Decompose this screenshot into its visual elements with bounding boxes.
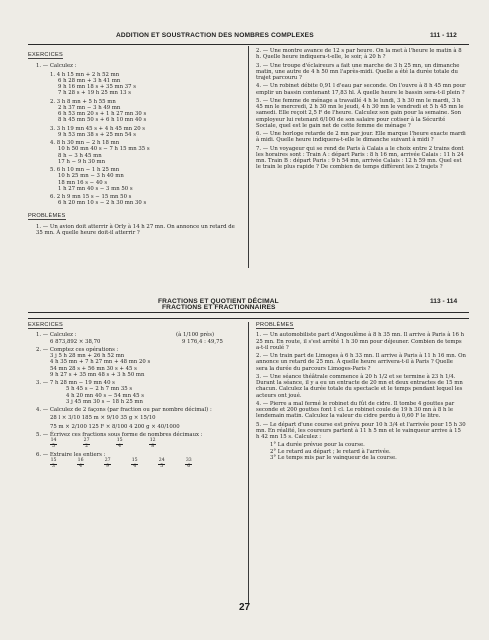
ex5-fraction: $\frac{12}{8}$ (149, 438, 156, 449)
problem-item: 2° Le retard au départ ; le retard à l'arrivée. (270, 448, 391, 455)
column-divider-bottom (248, 322, 249, 604)
section-title-fractions-2: FRACTIONS ET FRACTIONNAIRES (162, 304, 276, 311)
page-range-top: 111 - 112 (430, 32, 457, 39)
problem-item: 3° Le temps mis par le vainqueur de la course. (270, 454, 397, 461)
ex1-value-1: 6 873,892 × 38,70 (50, 338, 101, 345)
calc-line: 8 h − 3 h 45 mn (58, 152, 102, 159)
calc-line: 17 h − 9 h 30 mn (58, 158, 106, 165)
exercices-heading-bottom: EXERCICES (28, 322, 64, 328)
calc-line: 3. 3 h 19 mn 45 s + 4 h 45 mn 20 s (50, 125, 146, 132)
problem-item: 3. — Une troupe d'éclaireurs a fait une marche de 3 h 25 mn, un dimanche matin, une autre de 4 h 50 mn l'après-midi. Quelle a été la durée totale du trajet parcouru ? (256, 62, 460, 81)
ex4-rows (50, 415, 242, 430)
problem-item: 7. — Un voyageur qui se rend de Paris à Calais a le choix entre 2 trains dont les horaires sont : Train A : départ Paris : 8 h 16 mn, arrivée Calais : 11 h 24 mn. Train B : départ Paris : 9 h 54 mn, arrivée Calais : 12 h 59 mn. Quel est le train le plus rapide ? De combien de temps diffèrent les 2 trajets ? (256, 145, 464, 171)
calc-line: 5. 6 h 10 mn − 1 h 25 mn (50, 167, 120, 174)
calc-heading: 1. — Calculez : (36, 63, 77, 70)
ex3-line: 4 h 20 mn 40 s − 54 mn 45 s (66, 392, 145, 399)
calc-line: 9 h 53 mn 38 s + 25 mn 54 s (58, 131, 137, 138)
ex4-label: 4. — Calculez de 2 façons (par fraction ou par nombre décimal) : (36, 407, 212, 414)
calc-line: 6 h 20 mn 10 s − 2 h 30 mn 30 s (58, 200, 147, 207)
ex3-label: 3. — 7 h 28 mn − 19 mn 40 s (36, 380, 115, 387)
calc-line: 6 h 28 mn + 3 h 41 mn (58, 77, 121, 84)
ex5-fraction: $\frac{15}{4}$ (116, 438, 123, 449)
ex1-label: 1. — Calculez : (36, 332, 77, 339)
calc-line: 6. 2 h 9 mn 15 s − 15 mn 50 s (50, 194, 132, 201)
problem-item: 4. — Pierre a mal fermé le robinet du fût de cidre. Il tombe 4 gouttes par seconde et 200 gouttes font 1 cl. Le robinet coule de 19 h 30 mn à 8 h le lendemain matin. Calculez la valeur du cidre perdu à 0,60 F le litre. (256, 400, 455, 420)
problem-item: 4. — Un robinet débite 0,91 l d'eau par seconde. On l'ouvre à 8 h 45 mn pour emplir un bassin contenant 17,83 hl. À quelle heure le bassin sera-t-il plein ? (256, 83, 466, 96)
ex2-list (50, 353, 242, 378)
ex5-fracs (50, 439, 242, 450)
ex6-fraction: $\frac{15}{3}$ (50, 457, 57, 469)
calc-line: 18 mn 16 s − 40 s (58, 179, 108, 186)
ex6-fraction: $\frac{27}{9}$ (104, 457, 111, 469)
calc-line: 8 h 45 mn 50 s + 6 h 10 mn 40 s (58, 117, 147, 124)
ex6-fraction: $\frac{15}{4}$ (131, 457, 138, 469)
section-title-complexes: ADDITION ET SOUSTRACTION DES NOMBRES COMPLEXES (116, 32, 314, 39)
calc-line: 10 h 50 mn 40 s − 7 h 15 mn 35 s (58, 146, 150, 153)
ex6-fraction: $\frac{24}{5}$ (158, 457, 165, 469)
problem-item: 3. — Une séance théâtrale commence à 20 h 1/2 et se termine à 23 h 1/4. Durant la séance, il y a eu un entracte de 20 mn et deux entractes de 15 mn chacun. Calculez la durée totale du spectacle et le temps pendant lequel les acteurs ont joué. (256, 373, 463, 399)
calc-line: 2. 3 h 8 mn + 5 h 55 mn (50, 98, 116, 105)
top-rule (28, 44, 469, 45)
ex2-line: 54 mn 28 s + 56 mn 30 s + 45 s (50, 365, 137, 372)
calc-line: 7 h 28 s + 19 h 25 mn 13 s (58, 90, 131, 97)
top-problems-list (256, 48, 466, 171)
calc-line: 10 h 25 mn − 3 h 40 mn (58, 173, 124, 180)
ex2-label: 2. — Comptez ces opérations : (36, 346, 119, 353)
ex6-label: 6. — Extraire les entiers : (36, 451, 106, 458)
ex3-line: 3 j 45 mn 30 s − 18 h 25 mn (66, 398, 143, 405)
problem-1-top: 1. — Un avion doit atterrir à Orly à 14 h 27 mn. On annonce un retard de 35 mn. À quelle heure doit-il atterrir ? (36, 223, 235, 237)
bottom-problems-list (256, 332, 466, 461)
ex6-fraction: $\frac{16}{4}$ (77, 457, 84, 469)
bottom-left-column (28, 322, 242, 469)
calc-line: 6 h 53 mn 20 s + 1 h 27 mn 30 s (58, 111, 147, 118)
calc-line: 1. 4 h 15 mn + 2 h 52 mn (50, 71, 120, 78)
column-divider-top (248, 46, 249, 268)
ex5-fraction: $\frac{27}{2}$ (83, 438, 90, 449)
problemes-heading-top: PROBLÈMES (28, 212, 66, 219)
calc-line: 2 h 37 mn − 3 h 49 mn (58, 104, 121, 111)
calc-line: 4. 8 h 30 mn − 2 h 18 mn (50, 140, 120, 147)
ex1-note: (à 1/100 près) (176, 332, 215, 339)
ex2-line: 9 h 27 s + 35 mn 48 s + 3 h 50 mn (50, 371, 145, 378)
problem-item: 5. — Le départ d'une course est prévu pour 10 h 3/4 et l'arrivée pour 15 h 30 mn. En réalité, les coureurs partent à 11 h 5 mn et le vainqueur arrive à 15 h 42 mn 15 s. Calculez : (256, 421, 466, 441)
ex5-label: 5. — Écrivez ces fractions sous forme de nombres décimaux : (36, 431, 203, 438)
exercices-heading: EXERCICES (28, 52, 64, 58)
mid-rule (28, 312, 469, 313)
ex6-fraction: $\frac{33}{6}$ (185, 457, 192, 469)
ex1-value-2: 9 176,4 : 49,75 (182, 338, 223, 345)
ex4-row: 75 m × 2/100 125 F × 8/100 4 200 g × 40/1000 (50, 423, 180, 430)
problem-item: 6. — Une horloge retarde de 2 mn par jour. Elle marque l'heure exacte mardi à midi. Quelle heure indiquera-t-elle le dimanche suivant à midi ? (256, 131, 466, 144)
problemes-heading-bottom: PROBLÈMES (256, 322, 294, 328)
ex3-list (66, 386, 242, 405)
problem-item: 2. — Une montre avance de 12 s par heure. On la met à l'heure le matin à 8 h. Quelle heure indiquera-t-elle, le soir, à 20 h ? (256, 48, 462, 61)
ex2-line: 4 h 35 mn + 7 h 27 mn + 48 mn 20 s (50, 359, 151, 366)
top-right-column (256, 48, 466, 173)
ex2-line: 3 j 5 h 28 mn + 26 h 52 mn (50, 353, 125, 360)
ex3-line: 5 h 45 s − 2 h 7 mn 35 s (66, 386, 133, 393)
top-left-column (28, 52, 242, 236)
page-number: 27 (239, 602, 251, 613)
problem-item: 5. — Une femme de ménage a travaillé 4 h le lundi, 3 h 30 mn le mardi, 3 h 45 mn le mercredi, 2 h 30 mn le jeudi, 4 h 30 mn le vendredi et 5 h 45 mn le samedi. Elle reçoit 2,5 F de l'heure. Calculez son gain pour la semaine. Son employeur lui retenant 6/100 de son salaire pour cotiser à la Sécurité Sociale, quel est le gain net de cette femme de ménage ? (256, 97, 464, 129)
problem-item: 1. — Un automobiliste part d'Angoulême à 8 h 35 mn. Il arrive à Paris à 16 h 25 mn. En route, il s'est arrêté 1 h 30 mn pour déjeuner. Combien de temps a-t-il roulé ? (256, 332, 465, 351)
ex5-fraction: $\frac{14}{5}$ (50, 438, 57, 449)
problem-item: 2. — Un train part de Limoges à 6 h 33 mn. Il arrive à Paris à 11 h 16 mn. On annonce un retard de 25 mn. À quelle heure arrivera-t-il à Paris ? Quelle sera la durée du parcours Limoges-Paris ? (256, 353, 466, 372)
ex6-fracs (50, 459, 242, 470)
calc-line: 9 h 16 mn 18 s + 35 mn 37 s (58, 84, 137, 91)
bottom-title-rule (28, 318, 469, 319)
bottom-right-column (256, 322, 466, 461)
page-range-bottom: 113 - 114 (430, 298, 458, 305)
ex4-row: 28 l × 3/10 185 m × 9/10 35 g × 15/10 (50, 415, 156, 422)
section-title-fractions-1: FRACTIONS ET QUOTIENT DÉCIMAL (158, 298, 279, 305)
problem-item: 1° La durée prévue pour la course. (270, 442, 365, 449)
calc-list (50, 72, 242, 207)
calc-line: 1 h 27 mn 40 s − 3 mn 50 s (58, 185, 133, 192)
